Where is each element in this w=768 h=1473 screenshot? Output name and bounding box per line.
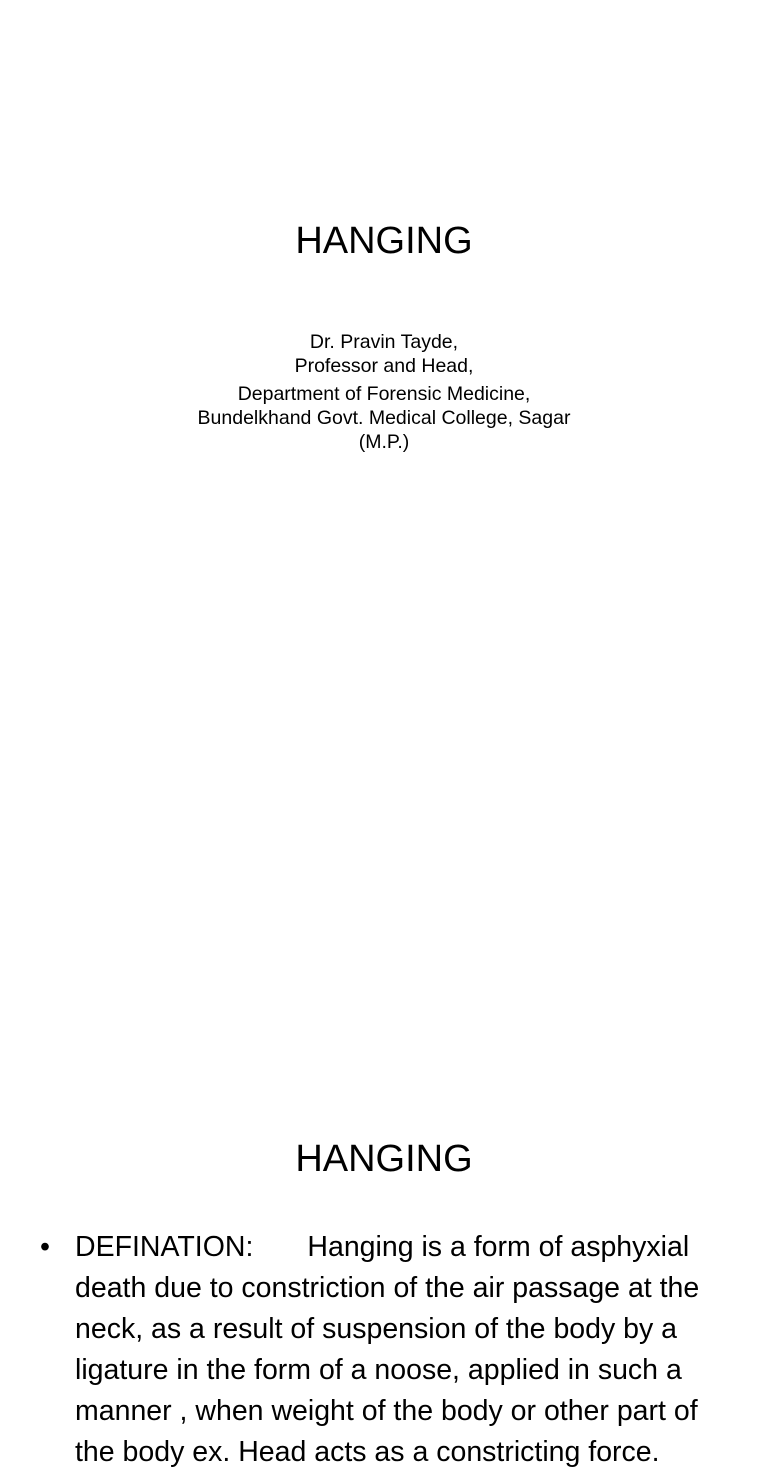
slide-title: HANGING: [295, 220, 473, 262]
definition-label: DEFINATION:: [75, 1231, 254, 1263]
bullet-list: [40, 1227, 740, 1473]
definition-bullet: [40, 1227, 740, 1473]
author-institution: Bundelkhand Govt. Medical College, Sagar: [197, 407, 571, 429]
bullet-marker: •: [40, 1231, 50, 1263]
author-position: Professor and Head,: [294, 355, 474, 377]
definition-slide: [0, 512, 768, 1468]
slide-subtitle: [0, 330, 768, 454]
title-slide: [0, 0, 768, 512]
author-name: Dr. Pravin Tayde,: [309, 331, 459, 353]
author-location: (M.P.): [358, 431, 410, 453]
definition-text: Hanging is a form of asphyxial death due to constriction of the air passage at the neck, as a result of suspension of the body by a ligature in the form of a noose, applied in such a manner , when weight of the body or other part of the body ex. Head acts as a constricting force.: [75, 1231, 700, 1468]
slide-title: HANGING: [295, 1138, 473, 1180]
author-department: Department of Forensic Medicine,: [237, 383, 531, 405]
